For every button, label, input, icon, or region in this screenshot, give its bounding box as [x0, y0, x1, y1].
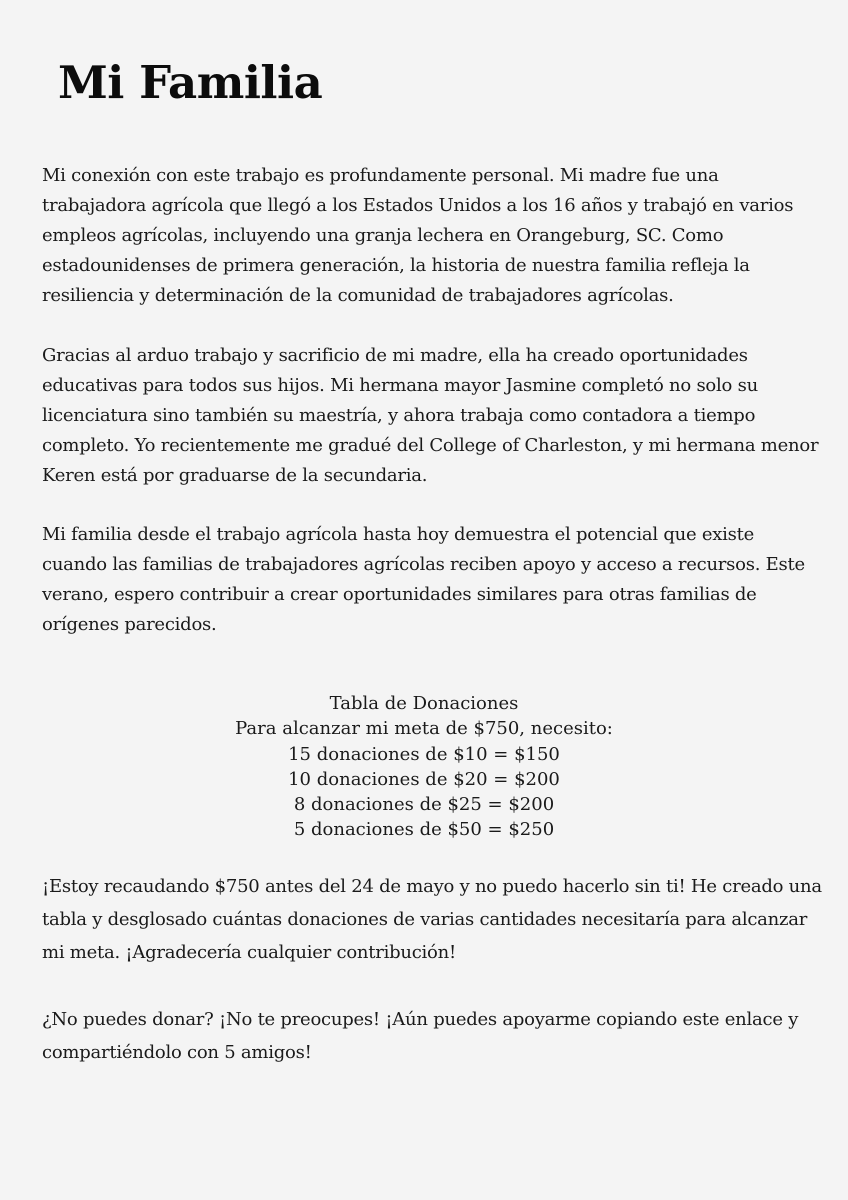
- donation-row: 15 donaciones de $10 = $150: [288, 743, 560, 765]
- paragraph-share-request: ¿No puedes donar? ¡No te preocupes! ¡Aún puedes apoyarme copiando este enlace y compartiéndolo con 5 amigos!: [42, 1009, 799, 1063]
- donation-row: 8 donaciones de $25 = $200: [293, 794, 555, 816]
- donation-table-heading: Tabla de Donaciones: [329, 693, 519, 714]
- paragraph-fundraising-goal: ¡Estoy recaudando $750 antes del 24 de mayo y no puedo hacerlo sin ti! He creado una tabla y desglosado cuántas donaciones de varias cantidades necesitaría para alcanzar mi meta. ¡Agradecería cualquier contribución!: [42, 876, 822, 963]
- paragraph-education: Gracias al arduo trabajo y sacrificio de mi madre, ella ha creado oportunidades educativas para todos sus hijos. Mi hermana mayor Jasmine completó no solo su licenciatura sino también su maestría, y ahora trabaja como contadora a tiempo completo. Yo recientemente me gradué del College of Charleston, y mi hermana menor Keren está por graduarse de la secundaria.: [42, 345, 819, 486]
- donation-table: [124, 691, 724, 843]
- paragraph-potential: Mi familia desde el trabajo agrícola hasta hoy demuestra el potencial que existe cuando las familias de trabajadores agrícolas reciben apoyo y acceso a recursos. Este verano, espero contribuir a crear oportunidades similares para otras familias de orígenes parecidos.: [42, 524, 805, 635]
- page-title: Mi Familia: [58, 56, 323, 109]
- paragraph-connection: Mi conexión con este trabajo es profundamente personal. Mi madre fue una trabajadora agrícola que llegó a los Estados Unidos a los 16 años y trabajó en varios empleos agrícolas, incluyendo una granja lechera en Orangeburg, SC. Como estadounidenses de primera generación, la historia de nuestra familia refleja la resiliencia y determinación de la comunidad de trabajadores agrícolas.: [42, 165, 794, 306]
- donation-row: 10 donaciones de $20 = $200: [288, 768, 560, 790]
- donation-table-intro: Para alcanzar mi meta de $750, necesito:: [235, 718, 613, 740]
- donation-row: 5 donaciones de $50 = $250: [293, 819, 555, 841]
